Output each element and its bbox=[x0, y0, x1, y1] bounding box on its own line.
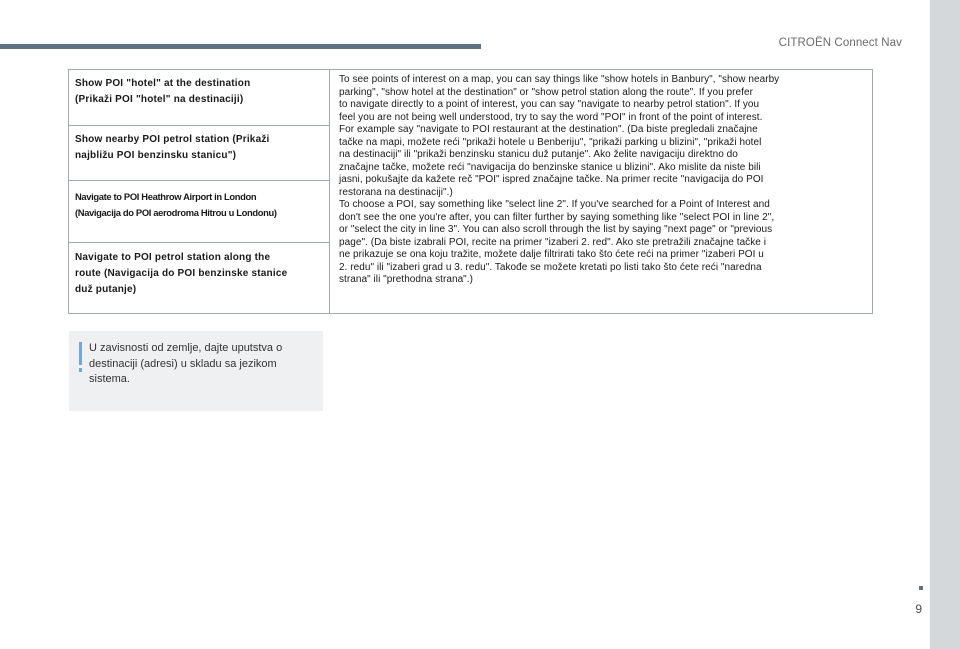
page-number: 9 bbox=[915, 602, 922, 616]
help-line: ne prikazuje se ona koju tražite, možete dalje filtrirati tako što ćete reći na primer "izaberi POI u bbox=[339, 249, 764, 260]
help-line: don't see the one you're after, you can filter further by saying something like "select POI in line 2", bbox=[339, 211, 775, 223]
help-line: For example say "navigate to POI restaurant at the destination". (Da biste pregledali značajne bbox=[339, 124, 758, 135]
help-text-cell bbox=[331, 70, 872, 287]
help-line: or "select the city in line 3". You can also scroll through the list by saying "next page" or "previous bbox=[339, 224, 773, 235]
help-line: značajne tačke, možete reći "navigacija do benzinske stanice u blizini". Ako mislite da niste bili bbox=[339, 161, 761, 173]
page-marker-icon bbox=[919, 586, 923, 590]
info-bar-icon bbox=[79, 342, 82, 365]
info-dot-icon bbox=[79, 368, 82, 372]
help-line: na destinaciji" ili "prikaži benzinsku stanicu duž putanje". Ako želite navigaciju direktno do bbox=[339, 149, 738, 160]
note-line: destinaciji (adresi) u skladu sa jezikom bbox=[89, 357, 277, 370]
help-line: feel you are not being well understood, try to say the word "POI" in front of the point of interest. bbox=[339, 111, 763, 123]
command-cell bbox=[69, 181, 329, 243]
help-line: To choose a POI, say something like "select line 2". If you've searched for a Point of Interest and bbox=[339, 199, 770, 210]
command-line: Navigate to POI petrol station along the bbox=[75, 252, 271, 263]
command-line: Show POI "hotel" at the destination bbox=[75, 78, 251, 89]
note-line: U zavisnosti od zemlje, dajte uputstva o bbox=[89, 342, 283, 354]
commands-column bbox=[69, 70, 330, 313]
command-line: Show nearby POI petrol station (Prikaži bbox=[75, 134, 270, 145]
help-line: To see points of interest on a map, you can say things like "show hotels in Banbury", "show nearby bbox=[339, 74, 780, 85]
help-line: restorana na destinaciji".) bbox=[339, 186, 453, 198]
note-line: sistema. bbox=[89, 373, 130, 385]
command-cell bbox=[69, 126, 329, 181]
help-line: page". (Da biste izabrali POI, recite na primer "izaberi 2. red". Ako ste pretražili značajne tačke i bbox=[339, 236, 766, 248]
command-line: duž putanje) bbox=[75, 284, 137, 295]
command-line: Navigate to POI Heathrow Airport in London bbox=[75, 191, 257, 202]
voice-commands-table bbox=[68, 69, 873, 314]
page-header-title: CITROËN Connect Nav bbox=[778, 37, 902, 49]
command-line: najbližu POI benzinsku stanicu") bbox=[75, 150, 237, 161]
help-line: parking", "show hotel at the destination" or "show petrol station along the route". If you prefer bbox=[339, 86, 753, 98]
help-line: strana" ili "prethodna strana".) bbox=[339, 274, 473, 285]
help-line: 2. redu" ili "izaberi grad u 3. redu". Takođe se možete kretati po listi tako što ćete reći "naredna bbox=[339, 261, 762, 273]
command-cell bbox=[69, 70, 329, 126]
help-line: to navigate directly to a point of interest, you can say "navigate to nearby petrol station". If you bbox=[339, 99, 760, 110]
header-rule bbox=[0, 44, 481, 49]
command-cell bbox=[69, 243, 329, 314]
help-line: tačke na mapi, možete reći "prikaži hotele u Benberiju", "prikaži parking u blizini", "prikaži hotel bbox=[339, 136, 762, 148]
note-text bbox=[89, 341, 317, 388]
command-line: (Prikaži POI "hotel" na destinaciji) bbox=[75, 94, 244, 105]
help-line: jasni, pokušajte da kažete reč "POI" ispred značajne tačke. Na primer recite "navigacija do POI bbox=[339, 174, 764, 185]
info-note-box bbox=[69, 331, 323, 411]
command-line: (Navigacija do POI aerodroma Hitrou u Londonu) bbox=[75, 207, 277, 218]
side-margin-strip bbox=[930, 0, 960, 649]
command-line: route (Navigacija do POI benzinske stanice bbox=[75, 268, 288, 279]
